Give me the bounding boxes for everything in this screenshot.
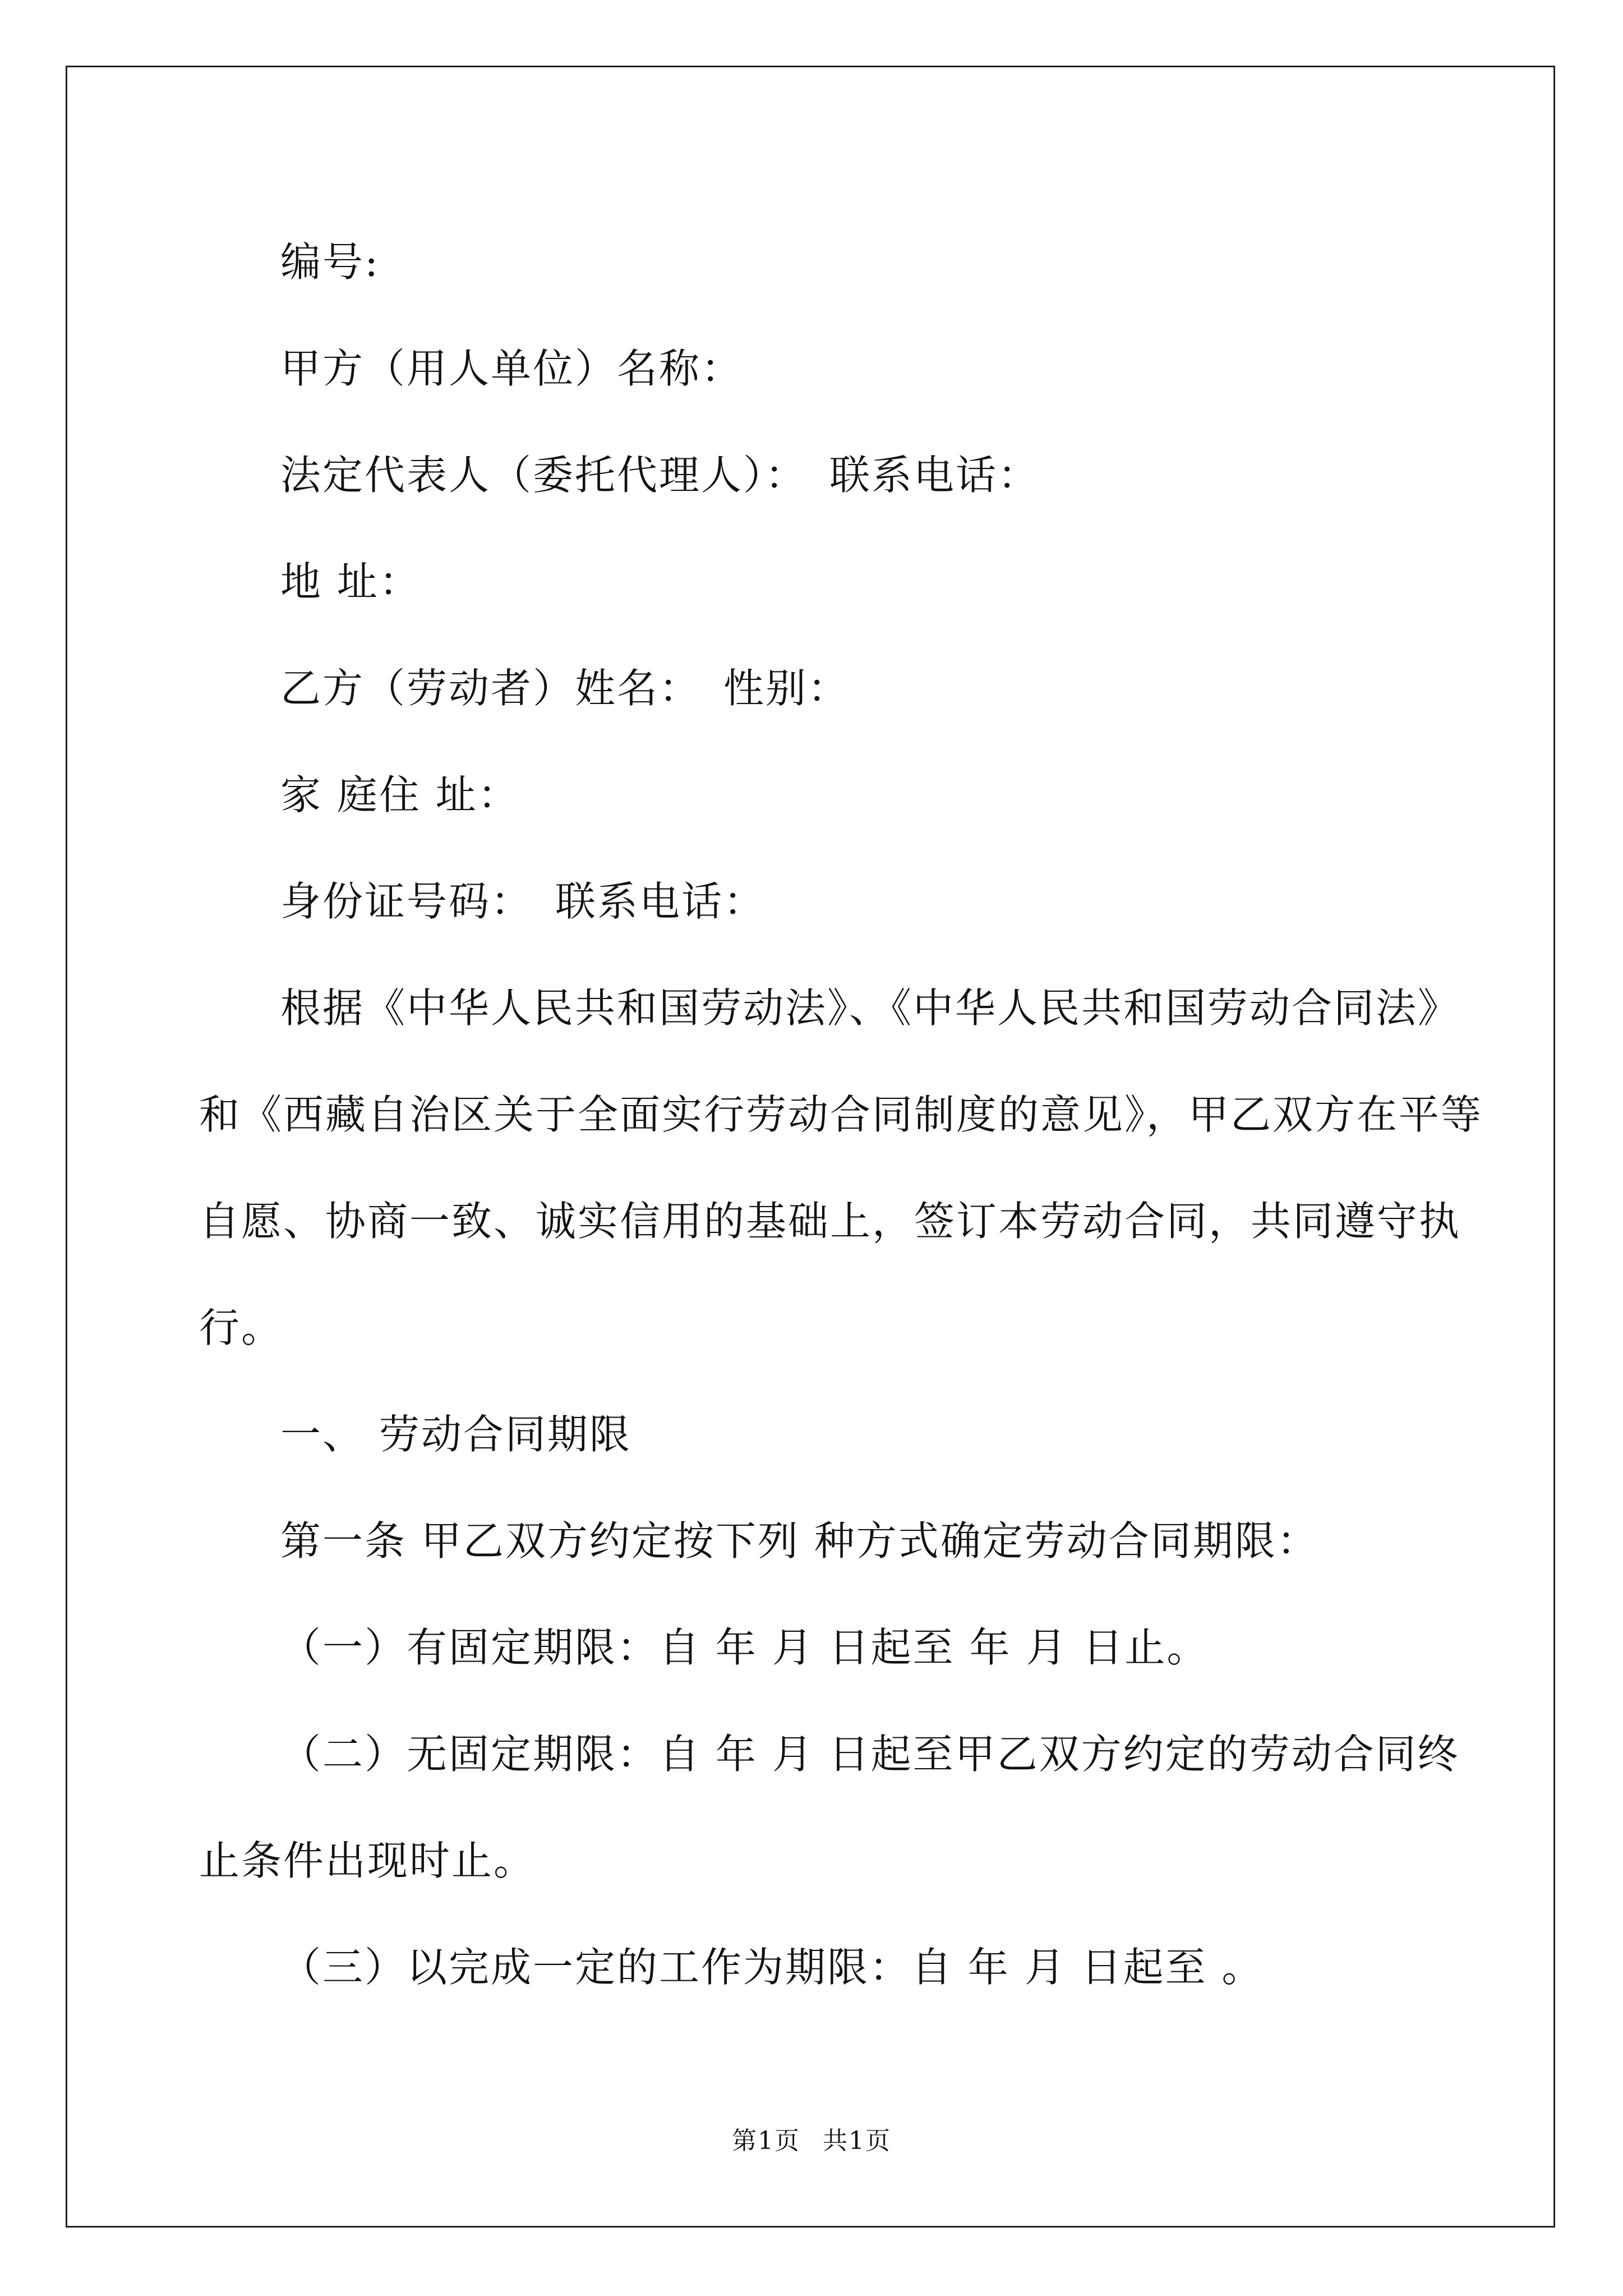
article-1: 第一条 甲乙双方约定按下列 种方式确定劳动合同期限： <box>280 1517 1319 1565</box>
home-address-label: 家 庭住 址： <box>280 771 520 818</box>
address-field <box>199 528 1430 635</box>
id-number-label: 身份证号码： <box>280 878 533 925</box>
clause-2-line-2: 止条件出现时止。 <box>199 1837 536 1884</box>
preamble-line-1: 根据《中华人民共和国劳动法》、《中华人民共和国劳动合同法》 <box>280 984 1460 1032</box>
home-address-field <box>199 742 1430 848</box>
clause-1: （一）有固定期限：自 年 月 日起至 年 月 日止。 <box>280 1624 1209 1671</box>
number-field <box>199 209 1430 315</box>
page-current: 第1页 <box>732 2127 800 2155</box>
section-1-heading: 一、 劳动合同期限 <box>280 1411 631 1458</box>
party-b-name-label: 乙方（劳动者）姓名： <box>280 665 702 712</box>
id-number-field <box>199 848 1430 955</box>
party-b-name-field <box>199 635 1430 742</box>
preamble-line-2: 和《西藏自治区关于全面实行劳动合同制度的意见》，甲乙双方在平等 <box>199 1091 1483 1138</box>
document-body <box>199 209 1483 2021</box>
gender-label: 性别： <box>723 665 850 712</box>
address-label: 地 址： <box>280 558 421 605</box>
page-footer <box>0 2120 1623 2156</box>
clause-3: （三）以完成一定的工作为期限：自 年 月 日起至 。 <box>280 1944 1264 1991</box>
number-label: 编号: <box>280 238 380 286</box>
party-b-phone-label: 联系电话： <box>555 878 766 925</box>
clause-2-line-1: （二）无固定期限：自 年 月 日起至甲乙双方约定的劳动合同终 <box>280 1731 1460 1778</box>
preamble-line-4: 行。 <box>199 1304 284 1351</box>
preamble-line-3: 自愿、协商一致、诚实信用的基础上，签订本劳动合同，共同遵守执 <box>199 1198 1461 1245</box>
party-a-name-field <box>199 315 1430 422</box>
party-a-name-label: 甲方（用人单位）名称： <box>280 345 744 392</box>
legal-representative-field <box>199 422 1430 528</box>
page-total: 共1页 <box>823 2127 891 2155</box>
legal-rep-phone-label: 联系电话： <box>829 452 1040 499</box>
legal-rep-label: 法定代表人（委托代理人）： <box>280 452 808 499</box>
